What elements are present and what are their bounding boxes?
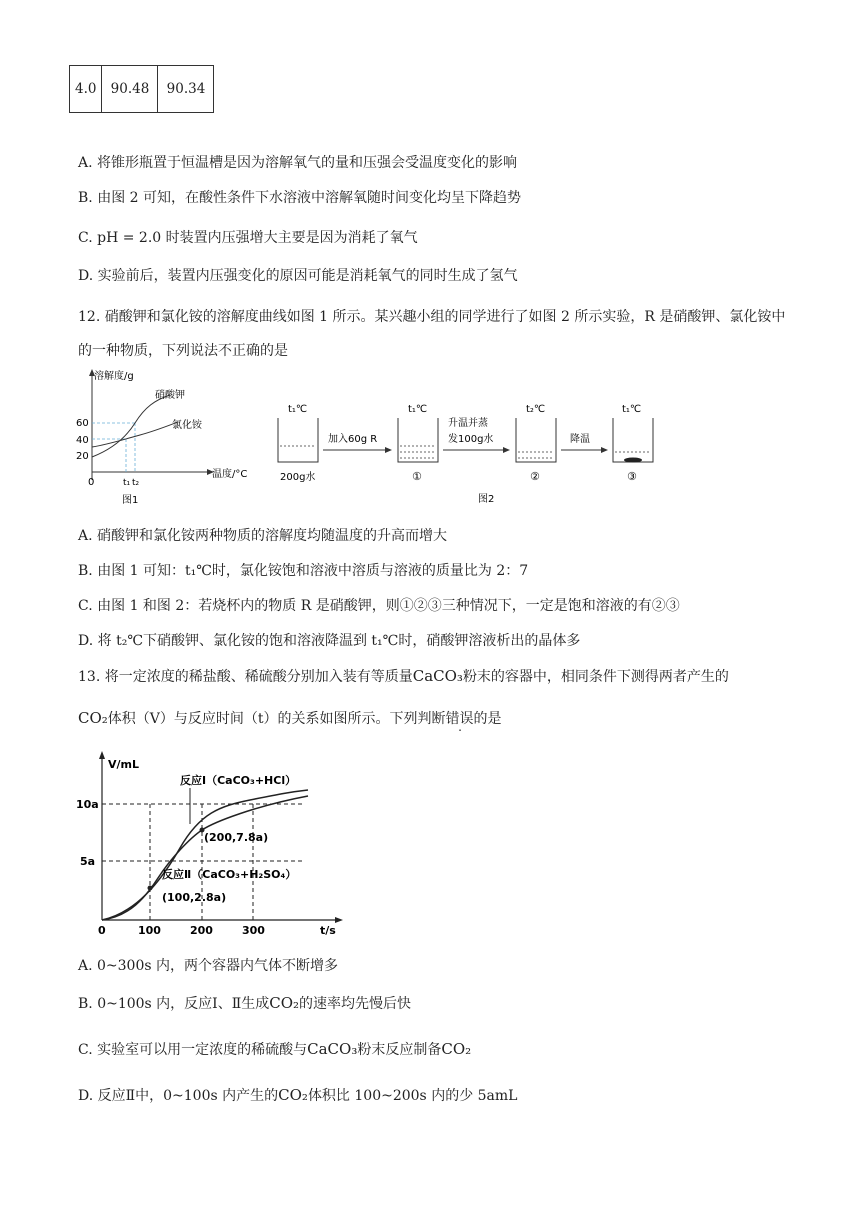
q12-option-c: C. 由图 1 和图 2：若烧杯内的物质 R 是硝酸钾，则①②③三种情况下，一定是饱和溶液的有②③ [78, 598, 680, 614]
q13-stem-line2 [78, 708, 502, 729]
option-text: 粉末反应制备 [357, 1042, 442, 1058]
option-text: B. 0~100s 内，反应Ⅰ、Ⅱ生成 [78, 996, 270, 1012]
q13-option-c [78, 1039, 471, 1060]
fig1-ytick: 40 [76, 435, 89, 446]
beaker-3 [613, 418, 653, 463]
q12-option-a: A. 硝酸钾和氯化铵两种物质的溶解度均随温度的升高而增大 [78, 528, 448, 544]
fig2-temp: t₁℃ [408, 404, 428, 415]
option-text: 的速率均先慢后快 [299, 996, 412, 1012]
point-label: (100,2.8a) [162, 891, 227, 904]
chart-ytick: 10a [76, 798, 99, 811]
caco3-formula: CaCO₃ [307, 1040, 358, 1058]
co2-formula: CO₂ [441, 1040, 472, 1058]
co2-formula: CO₂ [269, 994, 300, 1012]
q11-option-b: B. 由图 2 可知，在酸性条件下水溶液中溶解氧随时间变化均呈下降趋势 [78, 190, 521, 206]
q13-option-a: A. 0~300s 内，两个容器内气体不断增多 [78, 958, 339, 974]
fig1-ytick: 20 [76, 451, 89, 462]
option-text: C. 实验室可以用一定浓度的稀硫酸与 [78, 1042, 308, 1058]
co2-formula: CO₂ [278, 1086, 308, 1104]
caco3-formula: CaCO₃ [412, 667, 463, 685]
q12-option-d: D. 将 t₂℃下硝酸钾、氯化铵的饱和溶液降温到 t₁℃时，硝酸钾溶液析出的晶体多 [78, 633, 581, 649]
beaker-water [278, 418, 318, 462]
chart-ytick: 5a [80, 855, 96, 868]
q12-figure-1 [70, 365, 260, 510]
chart-xtick: 100 [138, 924, 161, 937]
q13-option-b [78, 993, 411, 1014]
q13-stem-text: 的是 [473, 711, 502, 727]
q11-option-a: A. 将锥形瓶置于恒温槽是因为溶解氧气的量和压强会受温度变化的影响 [78, 155, 518, 171]
emphasized-text: 错误 [445, 711, 474, 727]
option-text: 体积比 100~200s 内的少 5amL [307, 1088, 518, 1104]
fig2-caption: 图2 [478, 494, 495, 505]
fig1-ylabel: 溶解度/g [94, 371, 134, 382]
fig1-xtick: t₂ [132, 478, 140, 488]
fig1-caption: 图1 [122, 495, 139, 506]
q13-stem-text: 粉末的容器中，相同条件下测得两者产生的 [462, 669, 729, 685]
table-row [70, 66, 214, 113]
fig2-label: ① [412, 470, 422, 483]
table-cell: 90.48 [102, 66, 158, 113]
data-point [148, 886, 153, 891]
chart-xtick: 0 [98, 924, 106, 937]
fig1-ytick: 60 [76, 418, 89, 429]
q11-option-c: C. pH = 2.0 时装置内压强增大主要是因为消耗了氧气 [78, 230, 418, 246]
fig2-label: ② [530, 470, 540, 483]
fig2-arrow-label: 升温并蒸 [448, 418, 488, 429]
fig2-label: 200g水 [280, 472, 316, 483]
q13-stem-text: 体积（V）与反应时间（t）的关系如图所示。下列判断 [107, 711, 446, 727]
curve-label-kno3: 硝酸钾 [155, 390, 185, 401]
fig2-temp: t₁℃ [622, 404, 642, 415]
beaker-1 [398, 418, 438, 462]
option-text: D. 反应Ⅱ中，0~100s 内产生的 [78, 1088, 279, 1104]
q13-stem-text: 13. 将一定浓度的稀盐酸、稀硫酸分别加入装有等质量 [78, 669, 413, 685]
q13-option-d [78, 1085, 517, 1106]
fig2-arrow-label: 降温 [570, 434, 590, 445]
series-label-2: 反应Ⅱ（CaCO₃+H₂SO₄） [162, 868, 297, 881]
data-table [69, 65, 214, 113]
q13-chart [70, 748, 360, 938]
table-cell: 90.34 [158, 66, 214, 113]
q12-option-b: B. 由图 1 可知：t₁℃时，氯化铵饱和溶液中溶质与溶液的质量比为 2：7 [78, 563, 529, 579]
fig2-temp: t₁℃ [288, 404, 308, 415]
chart-xtick: 300 [242, 924, 265, 937]
fig1-xtick: t₁ [123, 478, 131, 488]
fig2-arrow-label: 加入60g R [328, 434, 378, 445]
fig2-arrow-label: 发100g水 [448, 434, 494, 445]
series-label-1: 反应Ⅰ（CaCO₃+HCl） [180, 774, 297, 787]
chart-xtick: 200 [190, 924, 213, 937]
curve-kno3 [92, 395, 170, 457]
q13-stem-line1 [78, 666, 729, 687]
q12-figure-2 [268, 390, 668, 510]
beaker-2 [516, 418, 556, 462]
point-label: (200,7.8a) [204, 831, 269, 844]
q12-stem: 12. 硝酸钾和氯化铵的溶解度曲线如图 1 所示。某兴趣小组的同学进行了如图 2 所示实验，R 是硝酸钾、氯化铵中的一种物质，下列说法不正确的是 [78, 309, 786, 359]
chart-xlabel: t/s [320, 924, 336, 937]
fig1-xlabel: 温度/°C [212, 469, 248, 480]
chart-ylabel: V/mL [108, 758, 140, 771]
table-cell: 4.0 [70, 66, 102, 113]
fig1-origin: 0 [88, 477, 95, 488]
curve-label-nh4cl: 氯化铵 [172, 420, 202, 431]
fig2-temp: t₂℃ [526, 404, 546, 415]
fig2-label: ③ [627, 470, 637, 483]
q11-option-d: D. 实验前后，装置内压强变化的原因可能是消耗氧气的同时生成了氢气 [78, 268, 518, 284]
co2-formula: CO₂ [78, 709, 108, 727]
